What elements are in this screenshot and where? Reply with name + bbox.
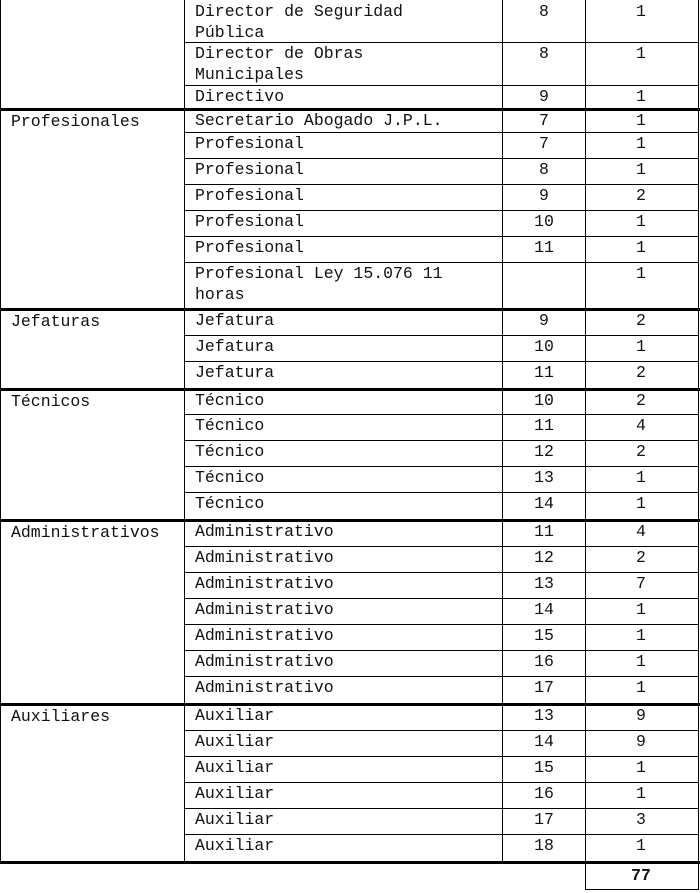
position-title: Directivo xyxy=(195,87,285,106)
position-title: Administrativo xyxy=(195,678,334,697)
count-cell: 9 xyxy=(636,732,646,751)
position-title: Administrativo xyxy=(195,600,334,619)
count-cell: 7 xyxy=(636,574,646,593)
grade-cell: 9 xyxy=(539,87,549,106)
grade-cell: 14 xyxy=(534,732,554,751)
grade-cell: 17 xyxy=(534,810,554,829)
grade-cell: 12 xyxy=(534,548,554,567)
grade-cell: 8 xyxy=(539,160,549,179)
table-column-rule xyxy=(184,0,185,862)
position-title: Jefatura xyxy=(195,363,275,382)
grade-cell: 11 xyxy=(534,416,554,435)
position-title: Administrativo xyxy=(195,574,334,593)
count-cell: 1 xyxy=(636,44,646,63)
grade-cell: 14 xyxy=(534,494,554,513)
count-cell: 2 xyxy=(636,442,646,461)
position-title: Auxiliar xyxy=(195,810,275,829)
position-title: Administrativo xyxy=(195,522,334,541)
count-cell: 2 xyxy=(636,391,646,410)
count-cell: 1 xyxy=(636,678,646,697)
position-title: Técnico xyxy=(195,494,265,513)
category-label: Técnicos xyxy=(11,392,91,411)
position-title: Técnico xyxy=(195,391,265,410)
position-title: Administrativo xyxy=(195,652,334,671)
grade-cell: 13 xyxy=(534,574,554,593)
position-title: Director de Seguridad Pública xyxy=(195,2,403,42)
count-cell: 4 xyxy=(636,522,646,541)
grade-cell: 10 xyxy=(534,212,554,231)
count-cell: 2 xyxy=(636,548,646,567)
total-box-rule xyxy=(585,889,699,890)
count-cell: 1 xyxy=(636,600,646,619)
position-title: Profesional xyxy=(195,134,304,153)
category-label: Auxiliares xyxy=(11,707,111,726)
position-title: Profesional xyxy=(195,186,304,205)
count-cell: 1 xyxy=(636,2,646,21)
total-value: 77 xyxy=(631,866,651,885)
count-cell: 2 xyxy=(636,363,646,382)
grade-cell: 12 xyxy=(534,442,554,461)
grade-cell: 11 xyxy=(534,522,554,541)
count-cell: 9 xyxy=(636,706,646,725)
count-cell: 1 xyxy=(636,337,646,356)
position-title: Profesional xyxy=(195,160,304,179)
count-cell: 4 xyxy=(636,416,646,435)
count-cell: 1 xyxy=(636,111,646,130)
position-title: Profesional xyxy=(195,212,304,231)
position-title: Administrativo xyxy=(195,626,334,645)
table-column-rule xyxy=(585,0,586,862)
count-cell: 2 xyxy=(636,311,646,330)
count-cell: 1 xyxy=(636,626,646,645)
count-cell: 1 xyxy=(636,784,646,803)
category-label: Administrativos xyxy=(11,523,160,542)
total-box-rule xyxy=(585,862,586,889)
group-rule xyxy=(0,861,700,864)
position-title: Auxiliar xyxy=(195,758,275,777)
grade-cell: 15 xyxy=(534,626,554,645)
grade-cell: 10 xyxy=(534,391,554,410)
position-title: Técnico xyxy=(195,468,265,487)
position-title: Técnico xyxy=(195,442,265,461)
grade-cell: 13 xyxy=(534,468,554,487)
grade-cell: 16 xyxy=(534,784,554,803)
position-title: Jefatura xyxy=(195,337,275,356)
table-column-rule xyxy=(502,0,503,862)
grade-cell: 8 xyxy=(539,2,549,21)
count-cell: 2 xyxy=(636,186,646,205)
position-title: Auxiliar xyxy=(195,706,275,725)
position-title: Auxiliar xyxy=(195,732,275,751)
grade-cell: 8 xyxy=(539,44,549,63)
grade-cell: 7 xyxy=(539,134,549,153)
grade-cell: 13 xyxy=(534,706,554,725)
table-column-rule xyxy=(698,0,699,862)
count-cell: 1 xyxy=(636,468,646,487)
grade-cell: 10 xyxy=(534,337,554,356)
position-title: Jefatura xyxy=(195,311,275,330)
grade-cell: 7 xyxy=(539,111,549,130)
grade-cell: 9 xyxy=(539,311,549,330)
count-cell: 1 xyxy=(636,134,646,153)
table-column-rule xyxy=(0,0,1,862)
position-title: Secretario Abogado J.P.L. xyxy=(195,111,443,130)
count-cell: 1 xyxy=(636,758,646,777)
grade-cell: 16 xyxy=(534,652,554,671)
count-cell: 1 xyxy=(636,87,646,106)
count-cell: 1 xyxy=(636,264,646,283)
count-cell: 1 xyxy=(636,836,646,855)
category-label: Jefaturas xyxy=(11,312,101,331)
count-cell: 1 xyxy=(636,652,646,671)
count-cell: 1 xyxy=(636,238,646,257)
grade-cell: 9 xyxy=(539,186,549,205)
grade-cell: 11 xyxy=(534,238,554,257)
position-title: Director de Obras Municipales xyxy=(195,44,364,84)
group-rule xyxy=(0,308,700,311)
total-box-rule xyxy=(698,862,699,889)
grade-cell: 18 xyxy=(534,836,554,855)
group-rule xyxy=(0,388,700,391)
grade-cell: 15 xyxy=(534,758,554,777)
count-cell: 1 xyxy=(636,212,646,231)
position-title: Técnico xyxy=(195,416,265,435)
count-cell: 1 xyxy=(636,494,646,513)
category-label: Profesionales xyxy=(11,112,140,131)
position-title: Profesional xyxy=(195,238,304,257)
position-title: Auxiliar xyxy=(195,784,275,803)
count-cell: 1 xyxy=(636,160,646,179)
position-title: Auxiliar xyxy=(195,836,275,855)
position-title: Profesional Ley 15.076 11 horas xyxy=(195,264,443,304)
grade-cell: 17 xyxy=(534,678,554,697)
count-cell: 3 xyxy=(636,810,646,829)
position-title: Administrativo xyxy=(195,548,334,567)
grade-cell: 14 xyxy=(534,600,554,619)
grade-cell: 11 xyxy=(534,363,554,382)
